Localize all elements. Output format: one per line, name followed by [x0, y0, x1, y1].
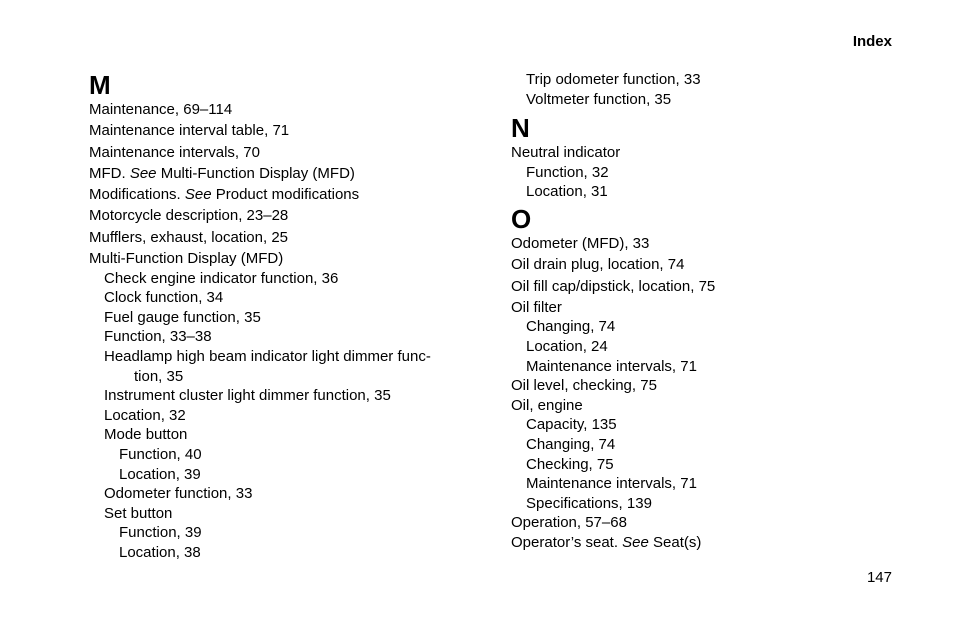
index-entry: Operation, 57–68: [511, 514, 627, 532]
index-entry: Maintenance, 69–114: [89, 101, 233, 118]
index-subentry: Clock function, 34: [104, 289, 224, 307]
entry-text: Multi‑Function Display (MFD): [156, 164, 355, 182]
index-subentry: Location, 24: [526, 338, 608, 355]
section-letter-m: M: [89, 70, 111, 100]
index-entry: Maintenance interval table, 71: [89, 122, 290, 140]
index-entry: Neutral indicator: [511, 144, 621, 162]
index-entry: Odometer (MFD), 33: [511, 234, 650, 252]
index-subentry: Voltmeter function, 35: [526, 90, 672, 108]
index-subentry: Location, 31: [526, 183, 608, 201]
index-subsubentry: Function, 40: [119, 445, 202, 463]
index-entry: Maintenance intervals, 70: [89, 143, 260, 161]
index-entry: Multi‑Function Display (MFD): [89, 249, 284, 267]
index-column-left: [89, 70, 479, 562]
index-entry: Oil level, checking, 75: [511, 377, 657, 395]
index-subentry: Trip odometer function, 33: [526, 71, 701, 88]
see-reference: See: [184, 186, 212, 204]
entry-text: Seat(s): [648, 533, 702, 551]
index-subentry: Mode button: [104, 426, 188, 444]
index-subentry: Function, 32: [526, 163, 609, 181]
entry-text: Modifications.: [89, 186, 185, 204]
section-letter-o: O: [511, 203, 532, 234]
entry-text: Product modifications: [211, 186, 360, 204]
page-number: 147: [866, 569, 892, 586]
index-subentry: Instrument cluster light dimmer function, 35: [104, 387, 391, 405]
index-subentry: Capacity, 135: [526, 416, 617, 434]
index-subentry: Odometer function, 33: [104, 485, 253, 503]
index-subentry: Maintenance intervals, 71: [526, 357, 697, 375]
entry-text: MFD.: [89, 164, 130, 182]
index-entry: Motorcycle description, 23–28: [89, 207, 289, 225]
index-subentry: Specifications, 139: [526, 494, 652, 512]
index-subentry: Check engine indicator function, 36: [104, 269, 339, 287]
index-subentry: Maintenance intervals, 71: [526, 475, 697, 493]
see-reference: See: [129, 164, 157, 182]
see-reference: See: [622, 533, 649, 551]
index-subentry-continuation: tion, 35: [134, 367, 184, 385]
index-subentry: Changing, 74: [526, 435, 616, 453]
index-entry: Mufflers, exhaust, location, 25: [89, 228, 288, 246]
index-subsubentry: Function, 39: [119, 524, 202, 542]
index-entry: [511, 533, 901, 553]
index-subentry: Changing, 74: [526, 318, 616, 336]
entry-text: Operator’s seat.: [511, 533, 623, 551]
running-header: Index: [852, 33, 892, 50]
index-subentry: Checking, 75: [526, 455, 614, 473]
index-subsubentry: Location, 38: [119, 543, 201, 561]
index-subentry: Headlamp high beam indicator light dimmer func-: [104, 347, 431, 365]
index-entry: Oil, engine: [511, 396, 583, 414]
section-letter-n: N: [511, 113, 530, 144]
index-entry: [89, 164, 479, 184]
index-entry: Oil fill cap/dipstick, location, 75: [511, 277, 716, 295]
index-entry: [89, 185, 479, 205]
index-subentry: Location, 32: [104, 406, 186, 424]
index-subsubentry: Location, 39: [119, 465, 201, 483]
index-entry: Oil drain plug, location, 74: [511, 256, 685, 274]
index-entry: Oil filter: [511, 298, 562, 316]
index-column-right: [511, 70, 901, 553]
index-subentry: Function, 33–38: [104, 328, 212, 346]
index-subentry: Fuel gauge function, 35: [104, 308, 261, 326]
index-subentry: Set button: [104, 504, 173, 522]
